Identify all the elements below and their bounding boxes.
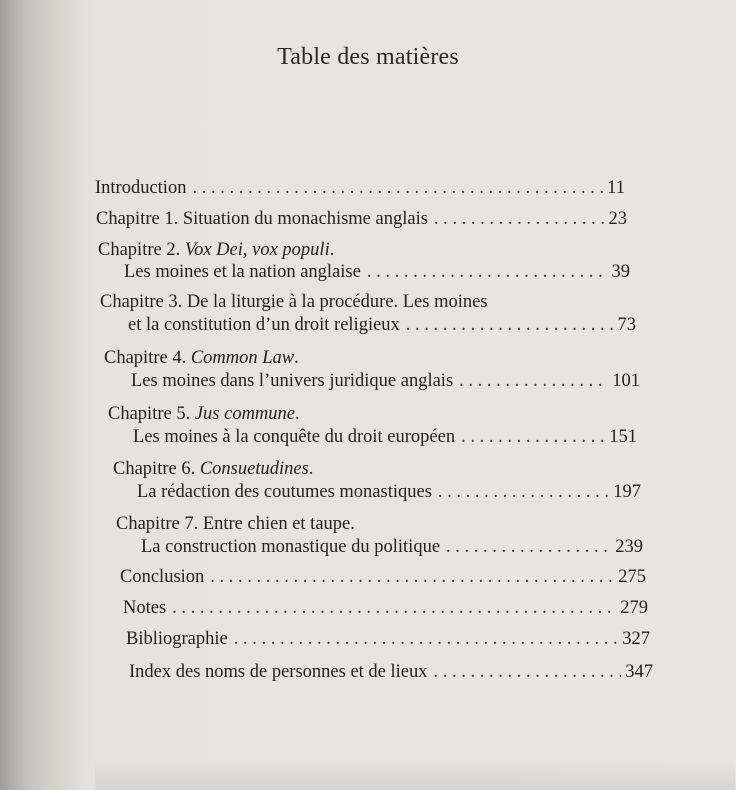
toc-entry-label: Chapitre 1. Situation du monachisme anglais: [96, 209, 428, 229]
toc-entry-chapitre-6-sub: [137, 480, 641, 504]
toc-page-number: 197: [613, 482, 641, 502]
toc-page-number: 347: [625, 662, 653, 682]
toc-entry-label: Chapitre 7. Entre chien et taupe.: [116, 514, 355, 534]
toc-entry-label: Chapitre 5. Jus commune.: [108, 404, 300, 424]
toc-entry-label: Chapitre 4. Common Law.: [104, 348, 299, 368]
dot-leader: [461, 425, 605, 449]
toc-entry-chapitre-2-title: [98, 238, 498, 262]
toc-entry-label: Bibliographie: [126, 629, 228, 649]
dot-leader: [210, 565, 614, 589]
dot-leader: [438, 480, 609, 504]
toc-entry-subtitle: La construction monastique du politique: [141, 537, 441, 557]
toc-entry-chapitre-3-sub: [128, 313, 636, 337]
toc-entry-chapitre-7-title: [116, 512, 516, 536]
toc-entry-subtitle: et la constitution d’un droit religieux: [128, 315, 400, 335]
toc-entry-subtitle: Les moines à la conquête du droit européen: [133, 427, 456, 447]
toc-page-number: 39: [611, 262, 630, 282]
toc-page-number: 11: [607, 178, 625, 198]
dot-leader: [367, 260, 608, 284]
toc-entry-chapitre-7-sub: [141, 535, 643, 559]
toc-entry-chapitre-5-title: [108, 402, 508, 426]
toc-entry-chapitre-5-sub: [133, 425, 637, 449]
toc-entry-label: Chapitre 3. De la liturgie à la procédure. Les moines: [100, 292, 488, 312]
toc-entry-chapitre-4-title: [104, 346, 504, 370]
toc-page-number: 279: [620, 598, 648, 618]
toc-entry-italic-title: Jus commune: [194, 404, 296, 424]
toc-page-number: 275: [618, 567, 646, 587]
dot-leader: [172, 596, 616, 620]
toc-entry-label: Index des noms de personnes et de lieux: [129, 662, 428, 682]
toc-entry-italic-title: Consuetudines: [199, 459, 309, 479]
toc-entry-italic-title: Vox Dei, vox populi: [184, 240, 330, 260]
toc-entry-chapitre-2-sub: [124, 260, 630, 284]
dot-leader: [459, 369, 608, 393]
toc-entry-label: Introduction: [95, 178, 187, 198]
toc-entry-bibliographie: [126, 627, 650, 651]
toc-page-number: 239: [615, 537, 643, 557]
toc-entry-label: Conclusion: [120, 567, 205, 587]
toc-page-number: 151: [609, 427, 637, 447]
toc-page-number: 73: [617, 315, 636, 335]
dot-leader: [406, 313, 614, 337]
toc-page-number: 23: [608, 209, 627, 229]
toc-entry-chapitre-3-title: [100, 290, 560, 314]
page-title: Table des matières: [277, 44, 459, 70]
toc-entry-chapitre-1: [96, 207, 627, 231]
dot-leader: [192, 176, 603, 200]
toc-entry-notes: [123, 596, 648, 620]
toc-entry-chapitre-6-title: [113, 457, 513, 481]
toc-entry-chapitre-4-sub: [131, 369, 640, 393]
dot-leader: [434, 207, 605, 231]
dot-leader: [234, 627, 619, 651]
toc-entry-introduction: [95, 176, 625, 200]
toc-entry-index: [129, 660, 653, 684]
toc-page-number: 327: [622, 629, 650, 649]
toc-page-number: 101: [612, 371, 640, 391]
toc-entry-label: Chapitre 6. Consuetudines.: [113, 459, 314, 479]
toc-entry-italic-title: Common Law: [190, 348, 295, 368]
dot-leader: [434, 660, 622, 684]
dot-leader: [446, 535, 611, 559]
toc-entry-conclusion: [120, 565, 646, 589]
toc-entry-subtitle: La rédaction des coutumes monastiques: [137, 482, 432, 502]
toc-entry-label: Notes: [123, 598, 167, 618]
toc-entry-subtitle: Les moines et la nation anglaise: [124, 262, 361, 282]
toc-entry-subtitle: Les moines dans l’univers juridique anglais: [131, 371, 454, 391]
toc-entry-label: Chapitre 2. Vox Dei, vox populi.: [98, 240, 335, 260]
